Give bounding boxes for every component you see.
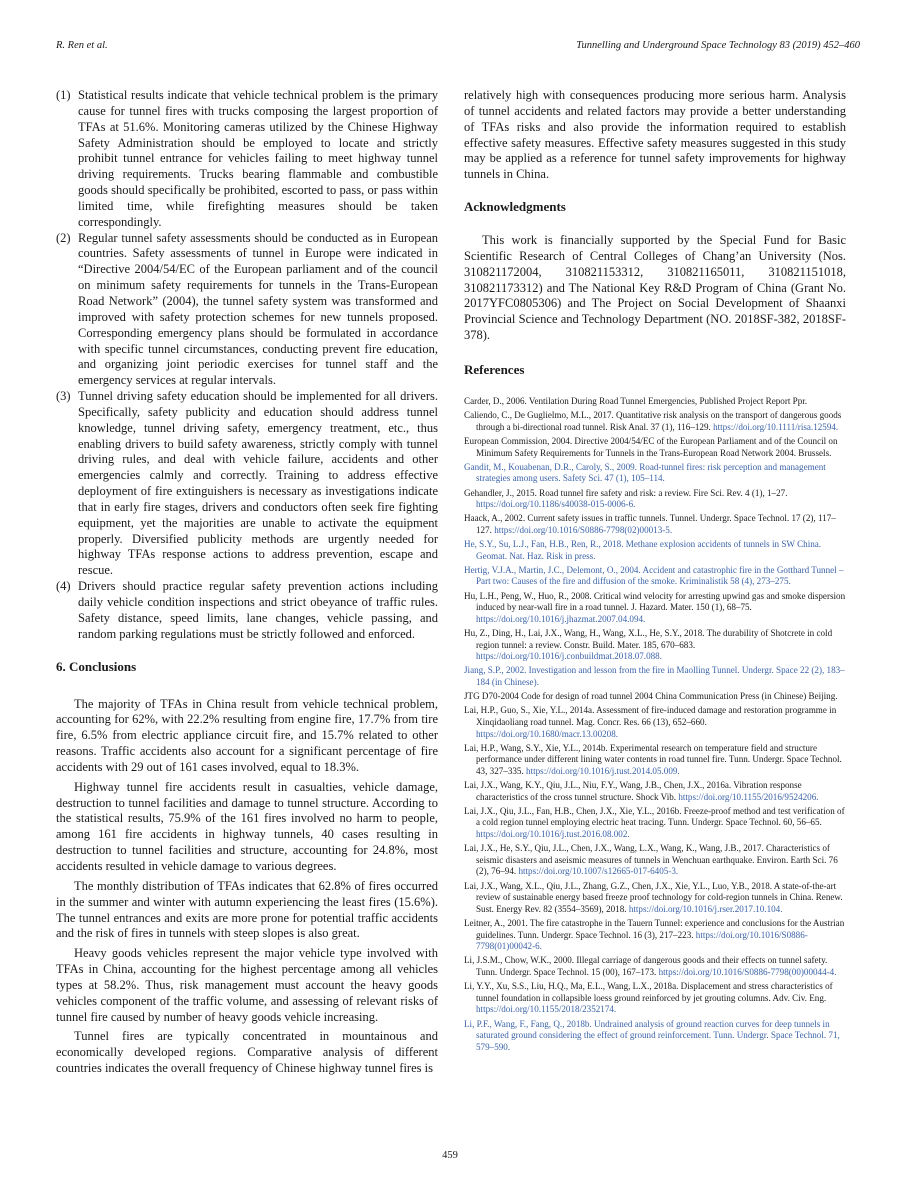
- reference-item: [464, 881, 846, 916]
- section-heading-conclusions: 6. Conclusions: [56, 658, 137, 674]
- page-number: 459: [442, 1150, 458, 1161]
- reference-list: [464, 396, 846, 1053]
- reference-doi-link[interactable]: https://doi.org/10.1016/S0886-7798(02)00013-5.: [494, 524, 673, 535]
- list-item-number: (2): [56, 230, 71, 245]
- reference-doi-link[interactable]: https://doi.org/10.1016/j.jhazmat.2007.04.094.: [476, 613, 646, 624]
- acknowledgments-text: This work is financially supported by the Special Fund for Basic Scientific Research of Central Colleges of Chang’an University (Nos. 310821172004, 310821153312, 310821165011, 310821151018, 310821173312) and The National Key R&D Program of China (Grant No. 2017YFC0805306) and The Project on Social Development of Shaanxi Provincial Science and Technology Department (NO. 2018SF-382, 2018SF-378).: [464, 233, 846, 343]
- reference-item: [464, 806, 846, 841]
- reference-text: Lai, J.X., Qiu, J.L., Fan, H.B., Chen, J.X., Xie, Y.L., 2016b. Freeze-proof method and test verification of a cold region tunnel employing electric heat tracing. Tunn. Undergr. Space Technol. 60, 56–65.: [464, 805, 845, 828]
- list-item-text: Drivers should practice regular safety prevention actions including daily vehicle condition inspections and strict obeyance of traffic rules. Safety distance, speed limits, lane changes, vehicle passing, and random parking regulations must be strictly followed and enforced.: [78, 579, 438, 641]
- reference-item: [464, 743, 846, 778]
- reference-doi-link[interactable]: https://doi.org/10.1186/s40038-015-0006-6.: [476, 499, 636, 510]
- reference-item: [464, 539, 846, 562]
- list-item: [56, 88, 438, 231]
- reference-item: [464, 591, 846, 626]
- reference-text: Gehandler, J., 2015. Road tunnel fire safety and risk: a review. Fire Sci. Rev. 4 (1), 1–27.: [464, 487, 788, 498]
- reference-doi-link[interactable]: https://doi.org/10.1016/j.rser.2017.10.104.: [628, 903, 783, 914]
- conclusions-continuation: relatively high with consequences producing more serious harm. Analysis of tunnel accidents and related factors may provide a better understanding of TFAs risks and also provide the information required to establish effective safety measures. Effective safety measures suggested in this study may be applied as a reference for tunnel safety improvements for highway tunnels in China.: [464, 88, 846, 182]
- reference-item: [464, 918, 846, 953]
- reference-item: [464, 955, 846, 978]
- reference-item: [464, 843, 846, 878]
- running-header-authors: R. Ren et al.: [56, 40, 108, 51]
- reference-item: [464, 396, 846, 408]
- list-item: [56, 231, 438, 389]
- reference-item: [464, 565, 846, 588]
- reference-item: [464, 705, 846, 740]
- reference-text: Lai, J.X., Wang, K.Y., Qiu, J.L., Niu, F.Y., Wang, J.B., Chen, J.X., 2016a. Vibration response characteristics of the cross tunnel structure. Shock Vib.: [464, 780, 802, 802]
- reference-text: Lai, J.X., Wang, X.L., Qiu, J.L., Zhang, G.Z., Chen, J.X., Xie, Y.L., Luo, Y.B., 2018. A state-of-the-art review of sustainable energy based freeze proof technology for cold-region tunnels in China. Renew. Sust. Energy Rev. 82 (3554–3569), 2018.: [464, 880, 843, 914]
- list-item-number: (1): [56, 88, 71, 102]
- reference-text: Li, P.F., Wang, F., Fang, Q., 2018b. Undrained analysis of ground reaction curves for deep tunnels in saturated ground considering the effect of ground reinforcement. Tunn. Undergr. Space Technol. 71, 579–590.: [464, 1018, 840, 1052]
- reference-item: [464, 513, 846, 536]
- list-item-number: (4): [56, 579, 71, 594]
- reference-item: [464, 780, 846, 803]
- reference-doi-link[interactable]: https://doi.org/10.1016/S0886-7798(00)00044-4.: [658, 966, 837, 977]
- reference-doi-link[interactable]: https://doi.org/10.1155/2018/2352174.: [476, 1004, 617, 1015]
- list-item: [56, 579, 438, 642]
- reference-text: Li, Y.Y., Xu, S.S., Liu, H.Q., Ma, E.L., Wang, L.X., 2018a. Displacement and stress characteristics of tunnel foundation in collapsible loess ground reinforced by jet grouting columns. Adv. Civ. Eng.: [464, 981, 833, 1003]
- reference-doi-link[interactable]: https://doi.org/10.1680/macr.13.00208.: [476, 728, 619, 739]
- reference-text: Hu, Z., Ding, H., Lai, J.X., Wang, H., Wang, X.L., He, S.Y., 2018. The durability of Shotcrete in cold region tunnel: a review. Constr. Build. Mater. 185, 670–683.: [464, 628, 833, 650]
- reference-text: He, S.Y., Su, L.J., Fan, H.B., Ren, R., 2018. Methane explosion accidents of tunnels in SW China. Geomat. Nat. Haz. Risk in press.: [464, 539, 822, 561]
- reference-doi-link[interactable]: https://doi.org/10.1016/j.tust.2016.08.002.: [476, 829, 630, 840]
- reference-text: Lai, J.X., He, S.Y., Qiu, J.L., Chen, J.X., Wang, L.X., Wang, K., Wang, J.B., 2017. Characteristics of seismic disasters and aseismic measures of tunnels in Wenchuan earthquake. Environ. Earth Sci. 76 (2), 76–94.: [464, 843, 838, 877]
- recommendations-list: [56, 88, 438, 643]
- reference-item: [464, 981, 846, 1016]
- reference-text: Gandit, M., Kouabenan, D.R., Caroly, S., 2009. Road-tunnel fires: risk perception and management strategies among users. Safety Sci. 47 (1), 105–114.: [464, 461, 826, 484]
- reference-text: Lai, H.P., Guo, S., Xie, Y.L., 2014a. Assessment of fire-induced damage and restoration programme in Xinqidaoliang road tunnel. Mag. Concr. Res. 66 (13), 652–660.: [464, 705, 837, 727]
- reference-text: Leitner, A., 2001. The fire catastrophe in the Tauern Tunnel: experience and conclusions for the Austrian guidelines. Tunn. Undergr. Space Technol. 16 (3), 217–223.: [464, 918, 845, 940]
- reference-item: [464, 462, 846, 485]
- reference-item: [464, 488, 846, 511]
- running-header-journal: Tunnelling and Underground Space Technology 83 (2019) 452–460: [576, 40, 860, 51]
- reference-item: [464, 691, 846, 703]
- reference-text: Haack, A., 2002. Current safety issues in traffic tunnels. Tunnel. Undergr. Space Technol. 17 (2), 117–127.: [464, 513, 836, 535]
- right-column: [464, 88, 846, 1056]
- conclusions-paragraph: Tunnel fires are typically concentrated in mountainous and economically developed regions. Comparative analysis of different countries indicates the overall frequency of Chinese highway tunnel fires is: [56, 1029, 438, 1076]
- list-item-number: (3): [56, 389, 71, 404]
- section-heading-references: References: [464, 361, 525, 377]
- list-item: [56, 389, 438, 579]
- reference-doi-link[interactable]: https://doi.org/10.1007/s12665-017-6405-3.: [518, 866, 679, 877]
- reference-text: Lai, H.P., Wang, S.Y., Xie, Y.L., 2014b. Experimental research on temperature field and structure performance under different lining water contents in road tunnel fire. Tunn. Undergr. Space Technol. 43, 327–335.: [464, 742, 842, 776]
- reference-doi-link[interactable]: https://doi.org/10.1155/2016/9524206.: [678, 791, 819, 802]
- reference-item: [464, 410, 846, 433]
- reference-doi-link[interactable]: https://doi.org/10.1016/j.conbuildmat.2018.07.088.: [476, 651, 662, 662]
- list-item-text: Regular tunnel safety assessments should be conducted as in European countries. Safety assessments of tunnel in Europe were indicated in “Directive 2004/54/EC of the European parliament and of the council on minimum safety requirements for tunnels in the Trans-European Road Network” (2004), the tunnel safety system was transformed and improved with safety protection schemes for new tunnels proposed. Corresponding emergency plans should be formulated in accordance with specific tunnel circumstances, conducting prevent fire education, and organizing joint periodic exercises for tunnel staff and the emergency services at regular intervals.: [78, 230, 438, 388]
- reference-text: European Commission, 2004. Directive 2004/54/EC of the European Parliament and of the Council on Minimum Safety Requirements for Tunnels in the Trans-European Road Network 2004. Brussels.: [464, 435, 838, 458]
- reference-item: [464, 436, 846, 459]
- reference-text: JTG D70-2004 Code for design of road tunnel 2004 China Communication Press (in Chinese) Beijing.: [464, 691, 838, 702]
- reference-text: Carder, D., 2006. Ventilation During Road Tunnel Emergencies, Published Project Report Ppr.: [464, 395, 808, 406]
- conclusions-paragraph: The majority of TFAs in China result from vehicle technical problem, accounting for 62%, with 22.2% resulting from engine fire, 17.7% from tire fire, 6.5% from electric appliance circuit fire, and 15.7% related to other reasons. Traffic accidents also account for a significant percentage of fire accidents with 29 out of 161 cases involved, equal to 18.3%.: [56, 696, 438, 774]
- reference-item: [464, 1019, 846, 1054]
- reference-doi-link[interactable]: https://doi.org/10.1016/j.tust.2014.05.009.: [526, 765, 680, 776]
- list-item-text: Tunnel driving safety education should be implemented for all drivers. Specifically, safety publicity and education should address tunnel knowledge, tunnel driving safety, emergency treatment, etc., thus enabling drivers to build safety awareness, strictly comply with tunnel driving rules, and deal with vehicle failure, accidents and other emergencies calmly and correctly. Training to address effective deployment of fire extinguishers is necessary as investigations indicate that in early fire stages, drivers and conductors often seek fire fighting equipment, yet the majorities are unable to activate the equipment properly. Diversified publicity methods are urgently needed for highway TFAs response actions to address prevention, escape and rescue.: [78, 389, 438, 578]
- reference-text: Hu, L.H., Peng, W., Huo, R., 2008. Critical wind velocity for arresting upwind gas and smoke dispersion induced by near-wall fire in a road tunnel. J. Hazard. Mater. 150 (1), 68–75.: [464, 590, 846, 613]
- reference-text: Jiang, S.P., 2002. Investigation and lesson from the fire in Maolling Tunnel. Undergr. Space 22 (2), 183–184 (in Chinese).: [464, 665, 845, 687]
- list-item-text: Statistical results indicate that vehicle technical problem is the primary cause for tunnel fires with trucks composing the largest proportion of TFAs at 51.6%. Monitoring cameras utilized by the Chinese Highway Safety Administration should be employed to locate and strictly prohibit tunnel entrance for vehicles failing to meet highway tunnel driving requirements. Trucks bearing flammable and combustible goods should specifically be prohibited, escorted to pass, or pass within limited time, while firefighting measures should be taken correspondingly.: [78, 88, 438, 229]
- reference-text: Hertig, V.J.A., Martin, J.C., Delemont, O., 2004. Accident and catastrophic fire in the Gotthard Tunnel – Part two: Causes of the fire and diffusion of the smoke. Kriminalistik 58 (4), 273–275.: [464, 564, 844, 587]
- left-column: [56, 88, 438, 1081]
- reference-text: Li, J.S.M., Chow, W.K., 2000. Illegal carriage of dangerous goods and their effects on tunnel safety. Tunn. Undergr. Space Technol. 15 (00), 167–173.: [464, 955, 828, 977]
- conclusions-paragraph: The monthly distribution of TFAs indicates that 62.8% of fires occurred in the summer and winter with autumn experiencing the least fires (15.6%). The tunnel entrances and exits are more prone for potential traffic accidents and the risk of fires in tunnels with steep slopes is also great.: [56, 878, 438, 941]
- reference-doi-link[interactable]: https://doi.org/10.1016/S0886-7798(01)00042-6.: [476, 929, 808, 952]
- reference-item: [464, 628, 846, 663]
- section-heading-acknowledgments: Acknowledgments: [464, 199, 566, 215]
- conclusions-paragraph: Highway tunnel fire accidents result in casualties, vehicle damage, destruction to tunnel facilities and damage to tunnel structure. According to the statistical results, 75.9% of the 161 fires involved no harm to people, among 161 fire accidents in highway tunnels, 40 cases resulting in destruction to tunnel facilities and structure, accounting for 24.8%, most accidents resulted in vehicle damage to various degrees.: [56, 779, 438, 873]
- conclusions-paragraph: Heavy goods vehicles represent the major vehicle type involved with TFAs in China, accounting for the highest percentage among all vehicles types at 58.2%. Thus, risk management must account the heavy goods vehicles component of the traffic volume, and assessing of relevant risks of tunnel fire caused by number of heavy goods vehicle increasing.: [56, 946, 438, 1024]
- reference-doi-link[interactable]: https://doi.org/10.1111/risa.12594.: [713, 421, 839, 432]
- reference-item: [464, 665, 846, 688]
- reference-text: Caliendo, C., De Guglielmo, M.L., 2017. Quantitative risk analysis on the transport of dangerous goods through a bi-directional road tunnel. Risk Anal. 37 (1), 116–129.: [464, 410, 842, 432]
